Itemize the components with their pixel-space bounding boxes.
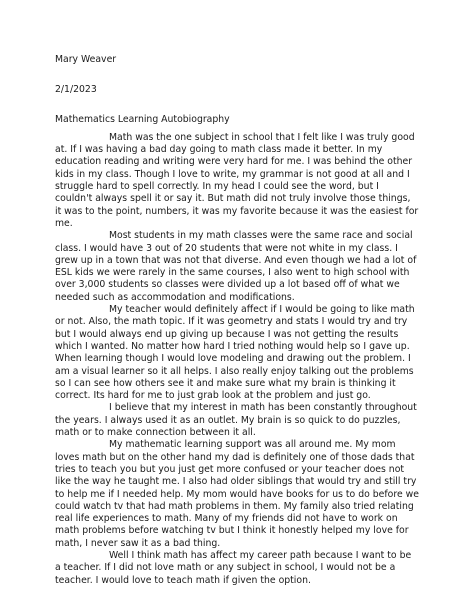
document-page	[55, 54, 419, 587]
paragraph-4: I believe that my interest in math has been constantly throughout the years. I always used it as an outlet. My brain is so quick to do puzzles, math or to make connection between it all.	[55, 402, 417, 439]
author-name: Mary Weaver	[55, 54, 117, 65]
paragraph-3: My teacher would definitely affect if I would be going to like math or not. Also, the math topic. If it was geometry and stats I would try and try but I would always end up giving up because I was not getting the results which I wanted. No matter how hard I tried nothing would help so I gave up. When learning though I would love modeling and drawing out the problem. I am a visual learner so it all helps. I also really enjoy talking out the problems so I can see how others see it and make sure what my brain is thinking it correct. Its hard for me to just grab look at the problem and just go.	[55, 304, 415, 402]
paragraph-2: Most students in my math classes were the same race and social class. I would have 3 out of 20 students that were not white in my class. I grew up in a town that was not that diverse. And even though we had a lot of ESL kids we were rarely in the same courses, I also went to high school with over 3,000 students so classes were divided up a lot based off of what we needed such as accommodation and modifications.	[55, 230, 417, 303]
paragraph-1: Math was the one subject in school that I felt like I was truly good at. If I was having a bad day going to math class made it better. In my education reading and writing were very hard for me. I was behind the other kids in my class. Though I love to write, my grammar is not good at all and I struggle hard to spell correctly. In my head I could see the word, but I couldn't always spell it or say it. But math did not truly involve those things, it was to the point, numbers, it was my favorite because it was the easiest for me.	[55, 131, 419, 229]
paragraph-6: Well I think math has affect my career path because I want to be a teacher. If I did not love math or any subject in school, I would not be a teacher. I would love to teach math if given the option.	[55, 549, 412, 586]
document-date: 2/1/2023	[55, 84, 97, 96]
document-title: Mathematics Learning Autobiography	[55, 113, 230, 125]
paragraph-5: My mathematic learning support was all around me. My mom loves math but on the other hand my dad is definitely one of those dads that tries to teach you but you just get more confused or your teacher does not like the way he taught me. I also had older siblings that would try and still try to help me if I needed help. My mom would have books for us to do before we could watch tv that had math problems in them. My family also tried relating real life experiences to math. Many of my friends did not have to work on math problems before watching tv but I think it honestly helped my love for math, I never saw it as a bad thing.	[55, 439, 419, 549]
